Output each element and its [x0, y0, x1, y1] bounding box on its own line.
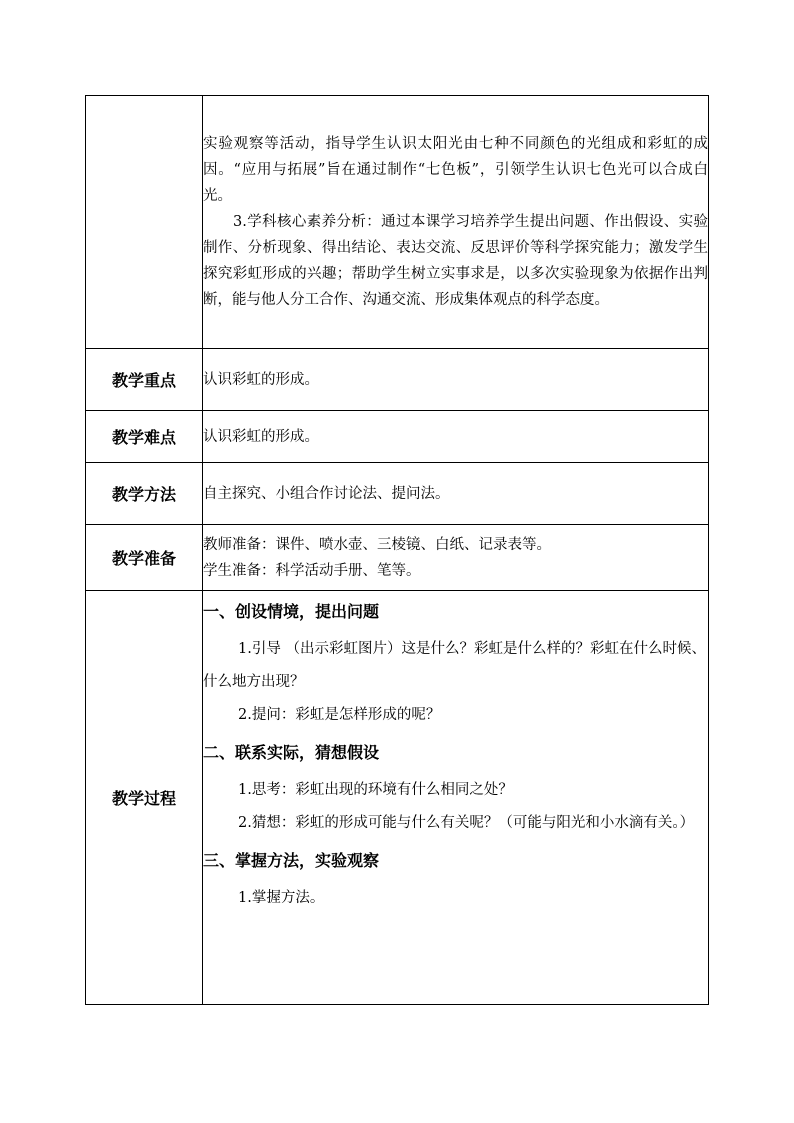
core-literacy-paragraph: 3.学科核心素养分析：通过本课学习培养学生提出问题、作出假设、实验制作、分析现象、得出结论、表达交流、反思评价等科学探究能力；激发学生探究彩虹形成的兴趣；帮助学生树立实事求是，以多次实验现象为依据作出判断，能与他人分工合作、沟通交流、形成集体观点的科学态度。	[203, 214, 708, 308]
focus-text: 认识彩虹的形成。	[203, 371, 319, 388]
section-3-item-1: 1.掌握方法。	[238, 890, 325, 906]
table-row	[86, 525, 709, 591]
section-2-item-2: 2.猜想：彩虹的形成可能与什么有关呢？（可能与阳光和小水滴有关。）	[238, 815, 695, 831]
prep-teacher: 教师准备：课件、喷水壶、三棱镜、白纸、记录表等。	[203, 536, 551, 553]
section-2-item-1: 1.思考：彩虹出现的环境有什么相同之处？	[238, 782, 513, 798]
table-row	[86, 411, 709, 463]
table-row	[86, 349, 709, 411]
section-1-title: 一、创设情境，提出问题	[203, 602, 380, 621]
section-2-title: 二、联系实际，猜想假设	[203, 743, 380, 762]
intro-paragraph: 实验观察等活动，指导学生认识太阳光由七种不同颜色的光组成和彩虹的成因。“应用与拓展”旨在通过制作“七色板”，引领学生认识七色光可以合成白光。	[203, 136, 708, 204]
label-process: 教学过程	[86, 591, 203, 1005]
row-label-empty	[86, 96, 203, 349]
intro-cell	[203, 96, 709, 349]
label-focus: 教学重点	[86, 349, 203, 411]
section-1-item-2: 2.提问：彩虹是怎样形成的呢？	[238, 707, 441, 723]
table-row	[86, 96, 709, 349]
prep-student: 学生准备：科学活动手册、笔等。	[203, 562, 421, 579]
label-difficulty: 教学难点	[86, 411, 203, 463]
difficulty-text: 认识彩虹的形成。	[203, 428, 319, 445]
lesson-plan-table	[85, 95, 709, 1005]
table-row	[86, 463, 709, 525]
label-method: 教学方法	[86, 463, 203, 525]
table-row	[86, 591, 709, 1005]
section-3-title: 三、掌握方法，实验观察	[203, 851, 380, 870]
method-text: 自主探究、小组合作讨论法、提问法。	[203, 485, 450, 502]
label-prep: 教学准备	[86, 525, 203, 591]
section-1-item-1: 1.引导 （出示彩虹图片）这是什么？彩虹是什么样的？彩虹在什么时候、什么地方出现？	[203, 641, 706, 690]
